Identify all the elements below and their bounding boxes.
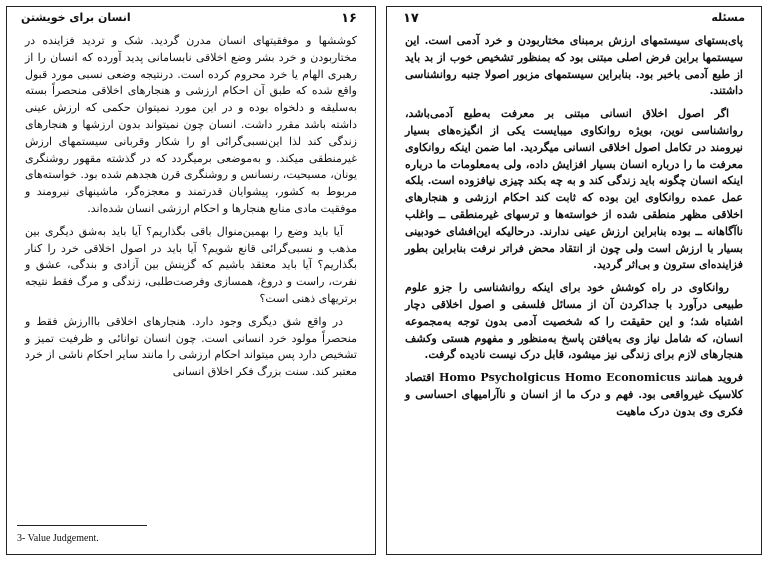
right-page [386, 6, 762, 555]
page-number: ۱۷ [403, 11, 419, 26]
footnote [17, 533, 99, 544]
page-number: ۱۶ [341, 11, 357, 26]
paragraph: پای‌بستهای سیستمهای ارزش برمبنای مختاربودن و خرد آدمی است. این سیستمها براین فرض اصلی مبتنی بود که بمنظور تشخیص خوب از بد باید از طبع آدمی باخبر بود. بنابراین سیستمهای مزبور اصولا جنبه روانشناسی داشتند. [405, 34, 743, 98]
paragraph: آیا باید وضع را بهمین‌منوال باقی بگذاریم؟ آیا باید به‌شق دیگری بین مذهب و نسبی‌گرائی قانع شویم؟ آیا باید در اصول اخلاقی خرد را کنار بگذاریم؟ آیا باید معتقد باشیم که گزینش بین آزادی و بندگی، عشق و نفرت، راست و دروغ، همسازی وفرصت‌طلبی، زندگی و مرگ فقط نتیجه برتریهای ذهنی است؟ [25, 224, 357, 305]
running-title: مسئله [711, 11, 745, 24]
body-text [405, 33, 743, 427]
body-text [25, 33, 357, 387]
paragraph: روانکاوی در راه کوشش خود برای اینکه روانشناسی را جزو علوم طبیعی درآورد با جداکردن آن از مسائل فلسفی و اصول اخلاقی دچار اشتباه شد؛ و این حقیقت را که شخصیت آدمی بدون توجه به‌مجموعه انسان، که شامل نیاز وی به‌یافتن پاسخ به‌منظور و مفهوم هستی وکشف هنجارهای لازم برای زندگی نیز میشود، قابل درک نیست نادیده گرفت. [405, 281, 743, 362]
paragraph: فروید همانند Homo Psycholgicus Homo Economicus اقتصاد کلاسیک غیرواقعی بود. فهم و درک ما از انسان و ناآرامیهای احساسی و فکری وی بدون درک ماهیت [405, 371, 743, 418]
footnote-text: 3- Value Judgement. [17, 533, 99, 544]
paragraph: در واقع شق دیگری وجود دارد. هنجارهای اخلاقی بااارزش فقط و منحصراً مولود خرد انسانی است. چون انسان توانائی و ظرفیت تمیز و تشخیص دارد پس میتواند احکام ارزشی را مانند سایر احکام ناشی از خرد معتبر کند. سنت بزرگ فکر اخلاق انسانی [25, 314, 357, 379]
running-title: انسان برای خویشتن [21, 11, 131, 24]
footnote-divider [17, 525, 147, 526]
paragraph: کوششها و موفقیتهای انسان مدرن گردید. شک و تردید فزاینده در مختاربودن و خرد بشر وضع اخلاقی نابسامانی پدید آورده که انسان را از رهبری الهام یا خرد محروم کرده است. درنتیجه وضعی نسبی مورد قبول واقع شده که طبق آن احکام ارزشی و هنجارهای اخلاقی منحصراً بسته به‌سلیقه و دلخواه بوده و در این مورد نمیتوان حکمی که ارزش عینی داشته باشد مقرر داشت. انسان چون نمیتواند بدون ارزشها و هنجارهای زندگی کند لذا این‌نسبی‌گرائی او را شکار وقربانی سیستمهای ارزش غیرمنطقی میکند. و به‌موضعی برمیگردد که در گذشته مقهور روشنگری یونان، مسیحیت، رنسانس و روشنگری قرن هجدهم شده بود. خواسته‌های مربوط به کشور، پیشوایان قدرتمند و معجزه‌گر، ماشینهای نیرومند و موفقیت مادی منابع هنجارها و احکام ارزشی انسان شده‌اند. [25, 34, 357, 215]
paragraph: اگر اصول اخلاق انسانی مبتنی بر معرفت به‌طبع آدمی‌باشد، روانشناسی نوین، بویژه روانکاوی میبایست یکی از انگیزه‌های بسیار نیرومند در تکامل اصول اخلاقی انسانی میگردید. اما ضمن اینکه روانکاوی معرفت ما را درباره انسان بسیار افزایش داده، ولی به‌معلومات ما درباره اینکه انسان چگونه باید زندگی کند و به چه بکند چیزی نیافزوده است. بلکه عمل عمده روانکاوی این بوده که ثابت کند احکام ارزشی و هنجارهای اخلاقی مظهر منطقی شده از خواسته‌ها و ترسهای غیرمنطقی ــ واغلب ناآگاهانه ــ بوده بنابراین ارزش عینی ندارند. درحالیکه این‌افشای خودبینی بسیار با ارزش است ولی چون از انتقاد محض فراتر نرفت بنابراین بطور فزاینده‌ای سترون و بی‌اثر گردید. [405, 107, 743, 272]
left-page [6, 6, 376, 555]
